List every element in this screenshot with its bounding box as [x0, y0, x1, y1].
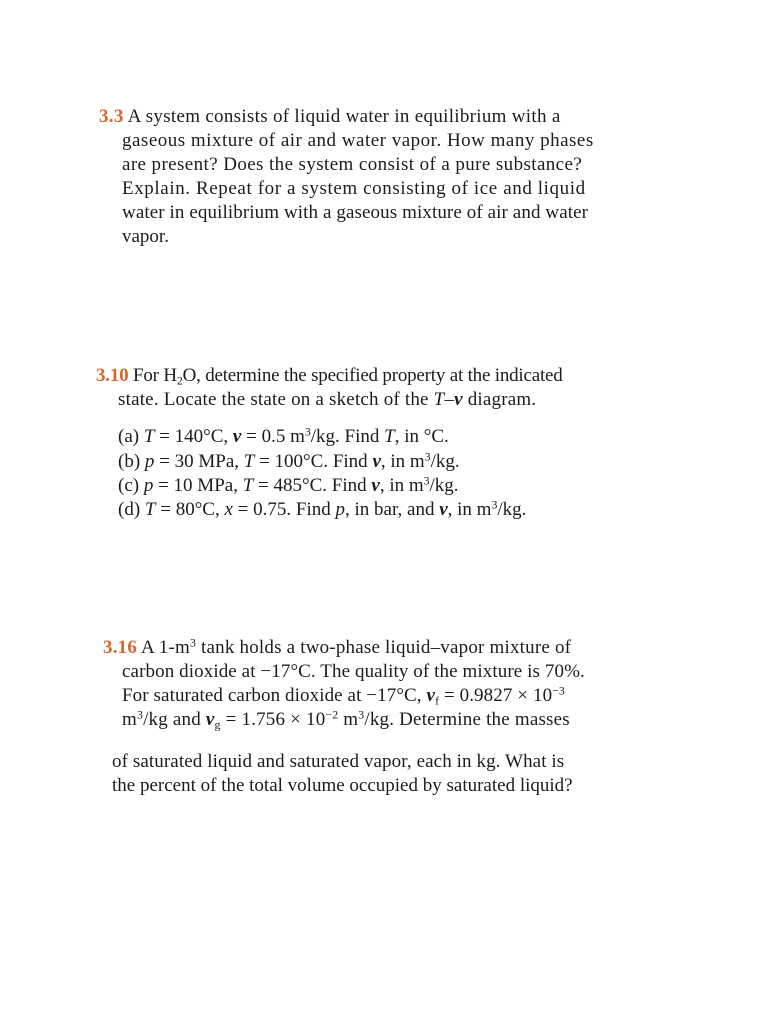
superscript: 3	[190, 636, 197, 650]
text-segment: = 140°C,	[154, 426, 233, 447]
problem-line	[122, 685, 565, 707]
variable: T	[242, 475, 254, 496]
problem-line	[99, 106, 561, 128]
variable: x	[224, 499, 233, 520]
text-segment: /kg.	[430, 451, 460, 472]
problem-line: are present? Does the system consist of a pure substance?	[122, 154, 583, 175]
text-segment: /kg.	[429, 475, 459, 496]
problem-line: gaseous mixture of air and water vapor. How many phases	[122, 130, 594, 151]
problem-line	[118, 389, 536, 411]
text-segment: (c)	[118, 475, 144, 496]
text-segment: = 80°C,	[155, 499, 225, 520]
text-segment: m	[122, 709, 137, 730]
variable: T	[143, 426, 155, 447]
text-segment: = 0.9827 × 10	[439, 685, 553, 706]
variable: v	[372, 451, 381, 472]
subscript: g	[214, 718, 221, 732]
text-segment: –	[444, 389, 455, 410]
text-segment: = 485°C. Find	[253, 475, 372, 496]
superscript: −2	[325, 708, 339, 722]
variable: v	[426, 685, 436, 706]
text-segment: For saturated carbon dioxide at −17°C,	[122, 685, 427, 706]
superscript: 3	[423, 474, 430, 488]
variable: p	[143, 475, 154, 496]
text-segment: (b)	[118, 451, 145, 472]
problem-line: of saturated liquid and saturated vapor, each in kg. What is	[112, 751, 565, 772]
variable: v	[232, 426, 242, 447]
text-segment: = 0.5 m	[241, 426, 305, 447]
problem-line: the percent of the total volume occupied by saturated liquid?	[112, 775, 573, 796]
superscript: −3	[552, 684, 565, 698]
text-segment: m	[338, 709, 359, 730]
problem-number: 3.16	[103, 637, 138, 658]
variable: v	[371, 475, 380, 496]
problem-line	[122, 709, 570, 731]
superscript: 3	[491, 498, 498, 512]
part-b	[118, 451, 460, 473]
problem-line	[96, 365, 563, 387]
text-segment: O, determine the specified property at the indicated	[182, 365, 563, 386]
superscript: 3	[136, 708, 144, 722]
text-segment: state. Locate the state on a sketch of the	[118, 389, 434, 410]
text-segment: diagram.	[462, 389, 537, 410]
text-segment: (a)	[118, 426, 144, 447]
problem-line: Explain. Repeat for a system consisting of ice and liquid	[122, 178, 586, 199]
text-segment: tank holds a two-phase liquid–vapor mixture of	[196, 637, 572, 658]
variable: p	[335, 499, 345, 520]
variable: v	[205, 709, 215, 730]
variable: p	[144, 451, 155, 472]
problem-line: water in equilibrium with a gaseous mixture of air and water	[122, 202, 589, 223]
subscript: 2	[176, 374, 183, 388]
text-segment: For H	[133, 365, 177, 386]
text-segment: /kg. Find	[310, 426, 385, 447]
text-segment: /kg.	[497, 499, 527, 520]
text-segment: A 1-m	[140, 637, 190, 658]
variable: v	[439, 499, 448, 520]
text-segment: , in °C.	[394, 426, 449, 447]
text-segment: , in m	[380, 451, 425, 472]
part-d	[118, 499, 526, 521]
variable: T	[243, 451, 255, 472]
problem-number: 3.10	[96, 365, 129, 386]
variable: T	[144, 499, 156, 520]
text-segment: , in m	[447, 499, 492, 520]
text-segment: , in bar, and	[344, 499, 440, 520]
problem-number: 3.3	[99, 106, 124, 127]
text-segment: = 100°C. Find	[254, 451, 373, 472]
text-segment: = 30 MPa,	[154, 451, 244, 472]
text-segment: /kg and	[143, 709, 206, 730]
variable: T	[433, 389, 445, 410]
text-segment: = 0.75. Find	[232, 499, 336, 520]
variable: v	[454, 389, 463, 410]
variable: T	[384, 426, 395, 447]
part-a	[118, 426, 449, 448]
superscript: 3	[424, 450, 431, 464]
subscript: f	[435, 694, 440, 708]
problem-line	[103, 637, 571, 659]
text-segment: = 10 MPa,	[153, 475, 243, 496]
text-segment: = 1.756 × 10	[220, 709, 326, 730]
problem-line: carbon dioxide at −17°C. The quality of the mixture is 70%.	[122, 661, 585, 682]
superscript: 3	[304, 425, 311, 439]
problem-line: vapor.	[122, 226, 169, 247]
problem-text: A system consists of liquid water in equilibrium with a	[127, 106, 561, 127]
text-segment: /kg. Determine the masses	[364, 709, 570, 730]
text-segment: (d)	[118, 499, 145, 520]
superscript: 3	[358, 708, 365, 722]
part-c	[118, 475, 459, 497]
text-segment: , in m	[379, 475, 424, 496]
